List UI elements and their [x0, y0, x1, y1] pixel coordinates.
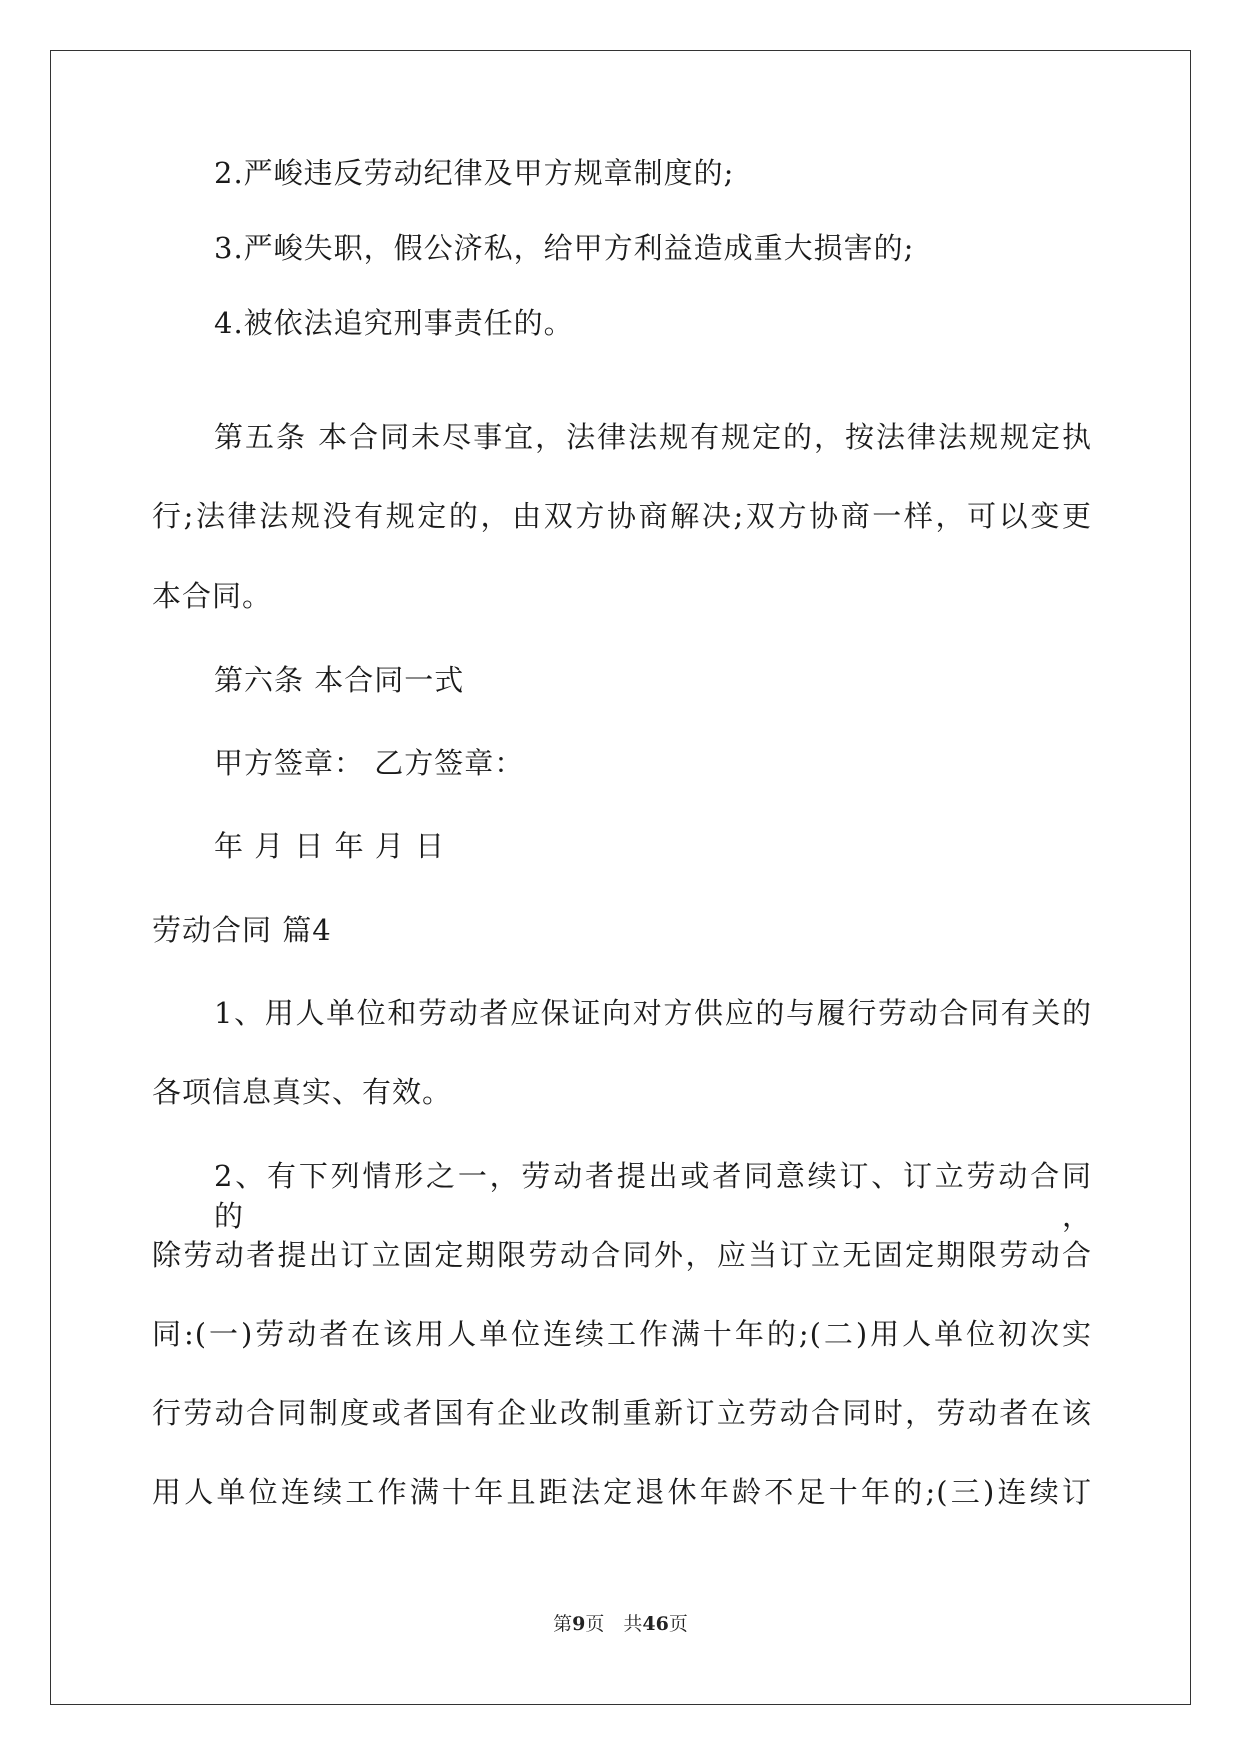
signature-line: 甲方签章： 乙方签章： — [214, 746, 525, 780]
paragraph-line: 第六条 本合同一式 — [214, 663, 465, 697]
current-page-number: 9 — [572, 1613, 586, 1635]
footer-prefix: 第 — [553, 1613, 573, 1635]
paragraph-line: 2、有下列情形之一，劳动者提出或者同意续订、订立劳动合同的， — [214, 1159, 1092, 1233]
paragraph-line: 1、用人单位和劳动者应保证向对方供应的与履行劳动合同有关的 — [214, 996, 1092, 1030]
paragraph-line: 各项信息真实、有效。 — [152, 1075, 453, 1109]
paragraph-line: 行;法律法规没有规定的，由双方协商解决;双方协商一样，可以变更 — [152, 499, 1092, 533]
paragraph-line: 第五条 本合同未尽事宜，法律法规有规定的，按法律法规规定执 — [214, 420, 1092, 454]
paragraph-line: 用人单位连续工作满十年且距法定退休年龄不足十年的;(三)连续订 — [152, 1475, 1092, 1509]
paragraph-line: 4.被依法追究刑事责任的。 — [214, 306, 574, 340]
paragraph-line: 同:(一)劳动者在该用人单位连续工作满十年的;(二)用人单位初次实 — [152, 1317, 1092, 1351]
footer-middle: 页 共 — [585, 1613, 643, 1635]
paragraph-line: 2.严峻违反劳动纪律及甲方规章制度的; — [214, 156, 735, 190]
paragraph-line: 本合同。 — [152, 579, 273, 613]
paragraph-line: 3.严峻失职，假公济私，给甲方利益造成重大损害的; — [214, 231, 915, 265]
page-footer — [0, 1612, 1241, 1636]
date-line: 年 月 日 年 月 日 — [214, 829, 446, 863]
page-border — [50, 50, 1191, 1705]
paragraph-line: 除劳动者提出订立固定期限劳动合同外，应当订立无固定期限劳动合 — [152, 1238, 1092, 1272]
total-page-count: 46 — [642, 1613, 669, 1635]
footer-suffix: 页 — [668, 1613, 688, 1635]
section-heading: 劳动合同 篇4 — [152, 913, 332, 947]
paragraph-line: 行劳动合同制度或者国有企业改制重新订立劳动合同时，劳动者在该 — [152, 1396, 1092, 1430]
